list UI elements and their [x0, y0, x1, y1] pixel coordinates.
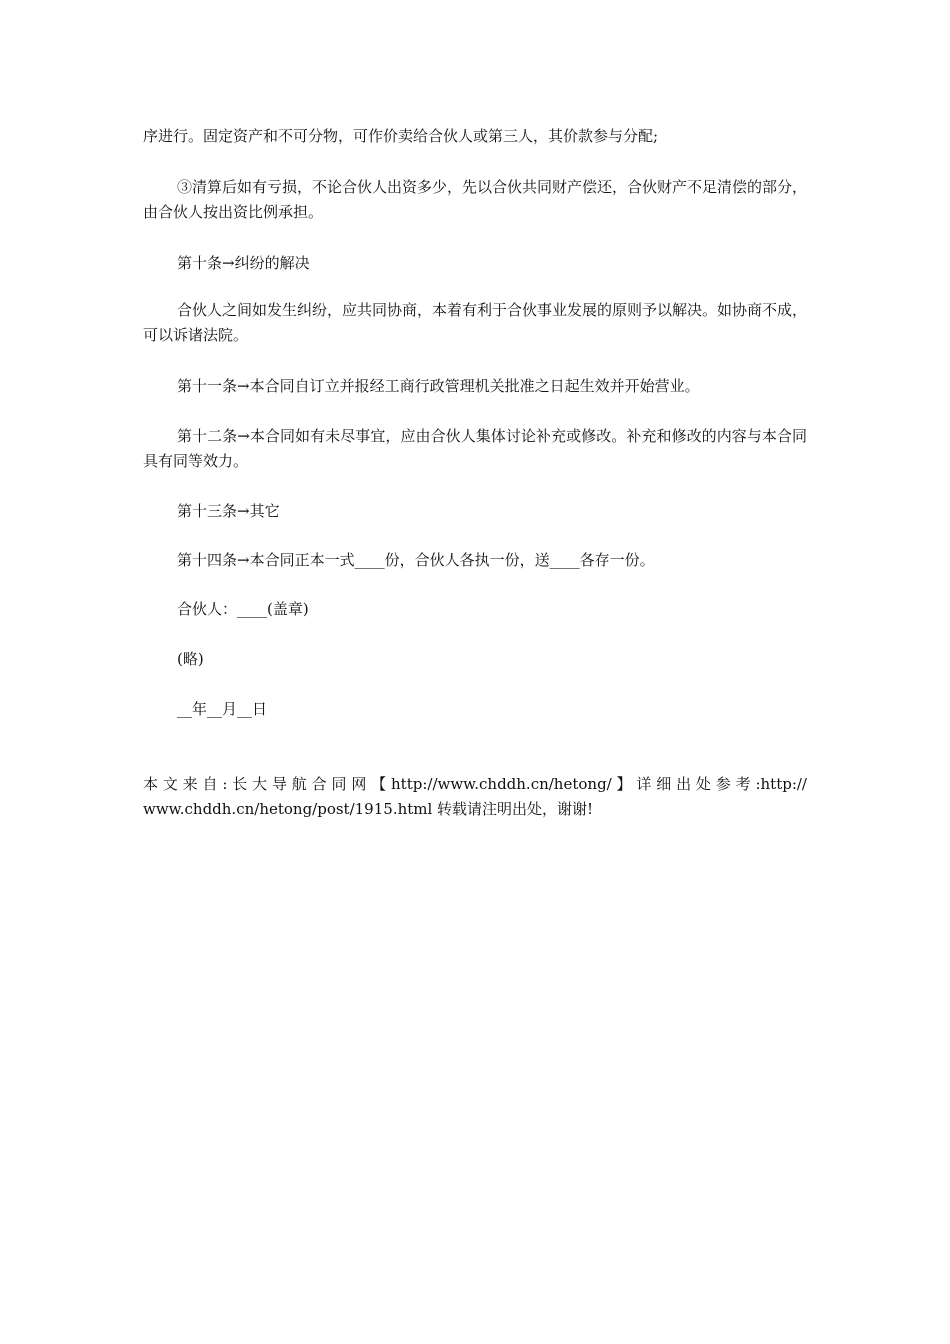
article-10-body: 合伙人之间如发生纠纷，应共同协商，本着有利于合伙事业发展的原则予以解决。如协商不成，可以诉诸法院。 — [143, 301, 808, 344]
partners-signature-line: 合伙人：____(盖章) — [177, 600, 309, 618]
paragraph-liquidation-clause-3: ③清算后如有亏损，不论合伙人出资多少，先以合伙共同财产偿还，合伙财产不足清偿的部分，由合伙人按出资比例承担。 — [143, 178, 808, 221]
source-attribution — [143, 772, 807, 822]
article-10-title: 第十条→纠纷的解决 — [177, 254, 310, 272]
date-line: __年__月__日 — [177, 700, 268, 718]
article-11: 第十一条→本合同自订立并报经工商行政管理机关批准之日起生效并开始营业。 — [177, 377, 700, 395]
document-page — [143, 0, 807, 1344]
omitted-note: (略) — [177, 650, 204, 668]
article-14: 第十四条→本合同正本一式____份，合伙人各执一份，送____各存一份。 — [177, 551, 655, 569]
source-line-2: www.chddh.cn/hetong/post/1915.html 转载请注明出处，谢谢! — [143, 800, 594, 818]
article-13: 第十三条→其它 — [177, 502, 280, 520]
article-12: 第十二条→本合同如有未尽事宜，应由合伙人集体讨论补充或修改。补充和修改的内容与本合同具有同等效力。 — [143, 427, 807, 470]
paragraph-continuation: 序进行。固定资产和不可分物，可作价卖给合伙人或第三人，其价款参与分配; — [143, 127, 659, 145]
source-line-1: 本 文 来 自 : 长 大 导 航 合 同 网 【 http://www.chddh.cn/hetong/ 】 详 细 出 处 参 考 :http:// — [143, 775, 807, 793]
